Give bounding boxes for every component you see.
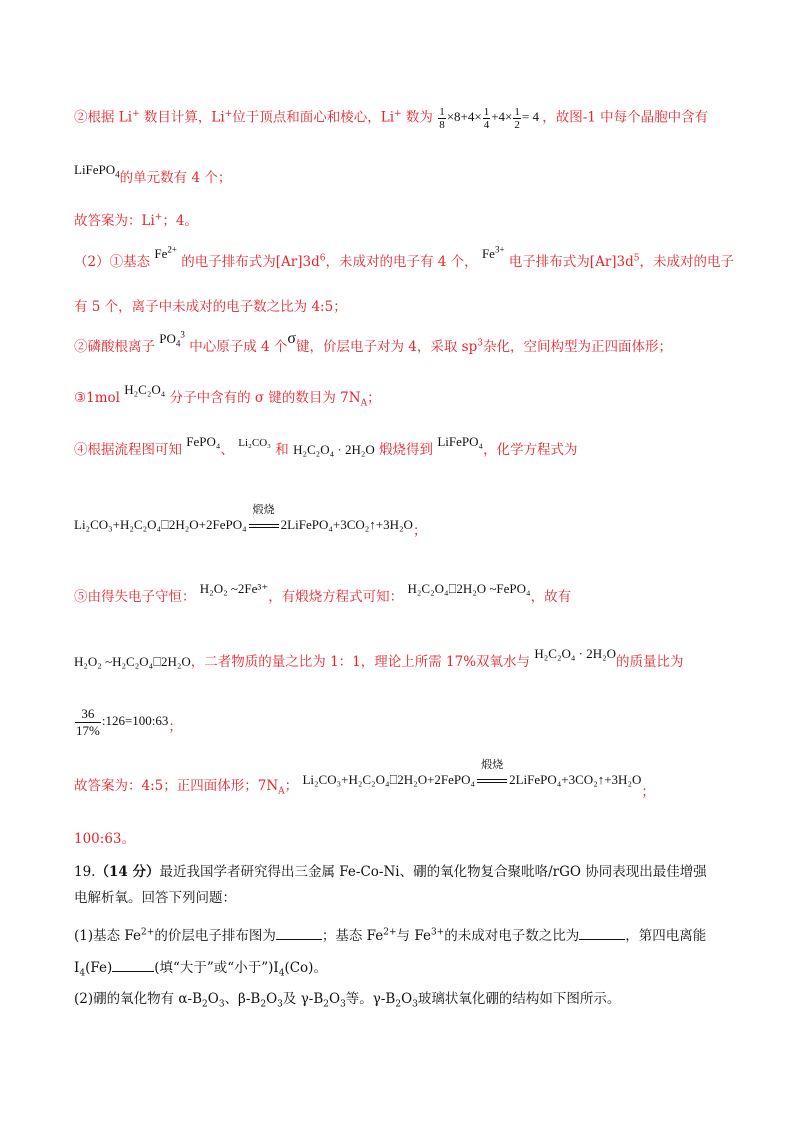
reaction-condition-calcine: 煅烧	[247, 515, 281, 535]
question-19-part2: (2)硼的氧化物有 $\alpha-B_2O_3$、$\beta-B_2O_3$及 $\gamma-B_2O_3$等。$\gamma-B_2O_3$玻璃状氧化硼的结构如下图所示。	[74, 991, 621, 1010]
formula-oxalic-acid-dihydrate: H₂C₂O₄ · 2H₂O	[293, 442, 375, 457]
fraction-36-over-17pct: $\frac{36}{17\%}$	[76, 706, 100, 738]
question-score: （14 分）	[95, 864, 160, 880]
question-19-stem: 19.（14 分）最近我国学者研究得出三金属 Fe-Co-Ni、硼的氧化物复合聚吡咯/rGO 协同表现出最佳增强	[74, 864, 707, 880]
answer-line-ratio: 有 5 个，离子中未成对的电子数之比为 4:5；	[74, 299, 347, 315]
relation-oxalic-fepo4: H₂C₂O₄⎕2H₂O ~FePO₄	[407, 581, 531, 596]
formula-fe2-ion: $Fe^{2+}$	[154, 244, 177, 261]
answer-line-unit-count: LiFePO$_4$的单元数有 4 个；	[74, 162, 232, 186]
answer-blank-3[interactable]	[112, 957, 154, 972]
answer-line-sigma-bonds: ③1mol H₂C₂O₄ 分子中含有的 σ 键的数目为 $7N_A$；	[74, 382, 381, 409]
answer-final-ratio: 100:63。	[74, 831, 135, 847]
question-19-stem-cont: 电解析氧。回答下列问题：	[74, 890, 236, 906]
answer-blank-2[interactable]	[579, 925, 625, 940]
mass-ratio-expression: $\frac{36}{17\%}$ :126=100:63	[76, 706, 169, 738]
fraction-one-half: $\frac{1}{2}$	[514, 106, 520, 131]
question-number: 19.	[74, 864, 96, 880]
reaction-condition-calcine-2: 煅烧	[475, 770, 509, 790]
li-count-formula: $\frac{1}{8}$ ×8+4× $\frac{1}{4}$ +4× $\frac{1}{2}$ = 4	[439, 106, 539, 131]
answer-line-ratio-calc: $\frac{36}{17\%}$ :126=100:63；	[76, 706, 182, 738]
answer-summary-1: 故答案为：Li+；4。	[74, 212, 198, 229]
chemical-equation-2: Li₂CO₃+H₂C₂O₄⎕2H₂O+2FePO₄ 煅烧 2LiFePO₄+3CO₂↑+3H₂O	[302, 772, 641, 787]
question-19-part1: (1)基态 $Fe^{2+}$的价层电子排布图为 ；基态 $Fe^{2+}$与 $Fe^{3+}$的未成对电子数之比为 ，第四电离能	[74, 925, 706, 946]
formula-li2co3: Li₂CO₃	[238, 437, 271, 449]
answer-line-fe-config: （2）①基态 $Fe^{2+}$ 的电子排布式为$[Ar]3d^6$，未成对的电子有 4 个， $Fe^{3+}$ 电子排布式为$[Ar]3d^5$，未成对的电子	[74, 244, 735, 270]
answer-line-flowchart: ④根据流程图可知 FePO₄、 $^{Li_2CO_3}$ 和 H₂C₂O₄ · 2H₂O 煅烧得到 LiFePO₄，化学方程式为	[74, 434, 578, 458]
formula-po4-ion: $PO_4^3$	[159, 329, 185, 349]
relation-h2o2-fe3: H₂O₂ ~2Fe³⁺	[199, 581, 269, 596]
answer-line-li-count: ②根据 Li+ 数目计算，Li+位于顶点和面心和棱心，Li+ 数为 $\frac{1}{8}$ ×8+4× $\frac{1}{4}$ +4× $\frac{1}{2}$ = 4 ，故图-1 中每个晶胞中含有	[74, 106, 709, 131]
relation-h2o2-oxalic: H₂O₂ ~H₂C₂O₄⎕2H₂O	[74, 654, 191, 669]
formula-fe3-ion: $Fe^{3+}$	[481, 244, 505, 261]
sigma-symbol: σ	[287, 330, 297, 347]
chemical-equation-1: Li₂CO₃+H₂C₂O₄⎕2H₂O+2FePO₄ 煅烧 2LiFePO₄+3CO₂↑+3H₂O；	[74, 504, 427, 539]
formula-lifepo4-product: LiFePO₄	[437, 434, 484, 449]
fraction-one-eighth: $\frac{1}{8}$	[439, 106, 445, 131]
formula-fepo4: FePO₄	[186, 434, 221, 449]
formula-lifepo4: LiFePO$_4$	[74, 162, 120, 180]
answer-summary-2: 故答案为：4:5；正四面体形；$7N_A$； Li₂CO₃+H₂C₂O₄⎕2H₂O+2FePO₄ 煅烧 2LiFePO₄+3CO₂↑+3H₂O；	[74, 759, 655, 800]
answer-line-phosphate: ②磷酸根离子 $PO_4^3$ 中心原子成 4 个σ键，价层电子对为 4，采取 $sp^3$杂化，空间构型为正四面体形；	[74, 329, 672, 355]
fraction-one-quarter: $\frac{1}{4}$	[483, 106, 490, 131]
answer-line-mass-ratio: H₂O₂ ~H₂C₂O₄⎕2H₂O，二者物质的量之比为 1：1，理论上所需 17%双氧水与 H₂C₂O₄ · 2H₂O的质量比为	[74, 646, 684, 670]
answer-line-electron-conservation: ⑤由得失电子守恒： H₂O₂ ~2Fe³⁺，有煅烧方程式可知： H₂C₂O₄⎕2H₂O ~FePO₄，故有	[74, 581, 572, 605]
formula-oxalic-dihydrate: H₂C₂O₄ · 2H₂O	[534, 646, 617, 661]
answer-blank-1[interactable]	[276, 925, 322, 940]
question-19-part1-cont: $I_4(Fe)$ (填“大于”或“小于$”)I_4(Co)$。	[74, 957, 327, 978]
formula-oxalic-acid: H₂C₂O₄	[124, 382, 166, 397]
